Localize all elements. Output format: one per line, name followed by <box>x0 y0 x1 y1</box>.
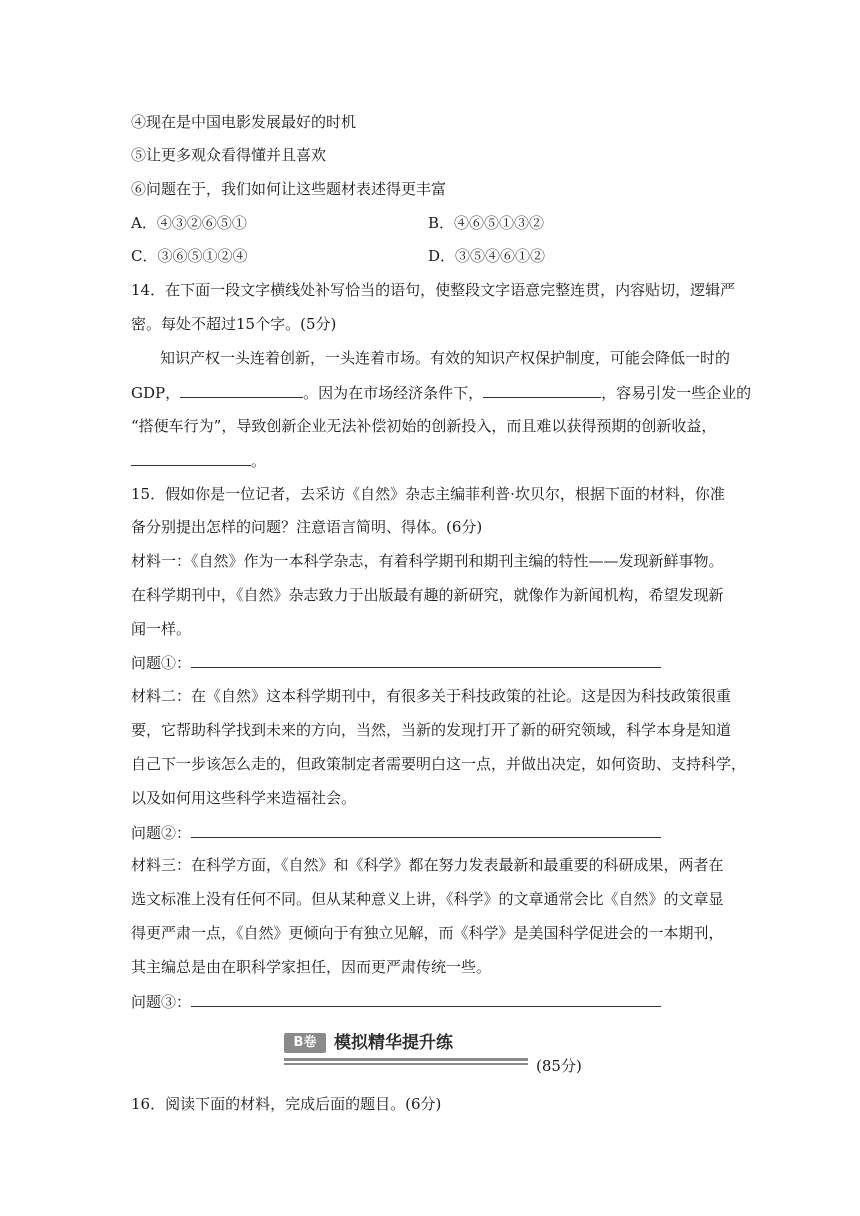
question-2-label: 问题②： <box>131 824 192 842</box>
material-3-line1: 材料三：在科学方面，《自然》和《科学》都在努力发表最新和最重要的科研成果，两者在 <box>131 856 724 874</box>
question-3-row <box>131 991 661 1012</box>
material-2-line2: 要，它帮助科学找到未来的方向，当然，当新的发现打开了新的研究领域，科学本身是知道 <box>131 721 732 739</box>
q14-passage-line2 <box>131 382 751 403</box>
choice-c: C．③⑥⑤①②④ <box>131 247 248 265</box>
question-3-label: 问题③： <box>131 993 192 1011</box>
q14-passage-line3: “搭便车行为”，导致创新企业无法补偿初始的创新投入，而且难以获得预期的创新收益， <box>131 417 717 435</box>
choice-b: B．④⑥⑤①③② <box>428 214 545 232</box>
q15-stem-line1: 15．假如你是一位记者，去采访《自然》杂志主编菲利普·坎贝尔，根据下面的材料，你准 <box>131 485 725 503</box>
q14-stem-line2: 密。每处不超过15个字。(5分) <box>131 315 337 333</box>
section-b-badge: B卷 <box>284 1033 326 1053</box>
q14-text-end: 。 <box>251 452 267 470</box>
sentence-option-5: ⑤让更多观众看得懂并且喜欢 <box>131 146 327 164</box>
banner-rule-thick <box>284 1058 528 1061</box>
q14-text-tail: ，容易引发一些企业的 <box>601 384 752 402</box>
material-2-line3: 自己下一步该怎么走的，但政策制定者需要明白这一点，并做出决定，如何资助、支持科学， <box>131 755 747 773</box>
q14-stem-line1: 14．在下面一段文字横线处补写恰当的语句，使整段文字语意完整连贯，内容贴切，逻辑严 <box>131 281 736 299</box>
material-2-line4: 以及如何用这些科学来造福社会。 <box>131 789 357 807</box>
q14-text-mid: 。因为在市场经济条件下， <box>303 384 484 402</box>
question-2-answer-line[interactable] <box>191 822 661 838</box>
question-2-row <box>131 822 661 843</box>
material-3-line4: 其主编总是由在职科学家担任，因而更严肃传统一些。 <box>131 958 492 976</box>
sentence-option-4: ④现在是中国电影发展最好的时机 <box>131 113 357 131</box>
q14-passage-line4 <box>131 450 266 471</box>
question-1-answer-line[interactable] <box>191 652 661 668</box>
q14-blank-1[interactable] <box>180 382 303 398</box>
q16-stem: 16．阅读下面的材料，完成后面的题目。(6分) <box>131 1095 442 1113</box>
section-b-title: 模拟精华提升练 <box>334 1033 453 1053</box>
q14-text-gdp: GDP， <box>131 384 181 402</box>
q15-stem-line2: 备分别提出怎样的问题？注意语言简明、得体。(6分) <box>131 518 483 536</box>
q14-blank-2[interactable] <box>483 382 601 398</box>
material-1-line3: 闻一样。 <box>131 620 192 638</box>
choice-a: A．④③②⑥⑤① <box>131 214 247 232</box>
question-3-answer-line[interactable] <box>191 991 661 1007</box>
q14-blank-3[interactable] <box>131 450 251 466</box>
section-b-banner <box>284 1033 528 1067</box>
q14-passage-line1: 知识产权一头连着创新，一头连着市场。有效的知识产权保护制度，可能会降低一时的 <box>160 349 731 367</box>
material-3-line2: 选文标准上没有任何不同。但从某种意义上讲，《科学》的文章通常会比《自然》的文章显 <box>131 890 724 908</box>
material-1-line1: 材料一：《自然》作为一本科学杂志，有着科学期刊和期刊主编的特性——发现新鲜事物。 <box>131 552 724 570</box>
choice-d: D．③⑤④⑥①② <box>428 247 546 265</box>
material-1-line2: 在科学期刊中，《自然》杂志致力于出版最有趣的新研究，就像作为新闻机构，希望发现新 <box>131 586 724 604</box>
question-1-row <box>131 652 661 673</box>
sentence-option-6: ⑥问题在于，我们如何让这些题材表述得更丰富 <box>131 180 447 198</box>
material-3-line3: 得更严肃一点，《自然》更倾向于有独立见解，而《科学》是美国科学促进会的一本期刊， <box>131 924 724 942</box>
section-b-score: (85分) <box>536 1057 582 1075</box>
banner-rule-thin <box>284 1063 528 1065</box>
material-2-line1: 材料二：在《自然》这本科学期刊中，有很多关于科技政策的社论。这是因为科技政策很重 <box>131 687 732 705</box>
question-1-label: 问题①： <box>131 654 192 672</box>
